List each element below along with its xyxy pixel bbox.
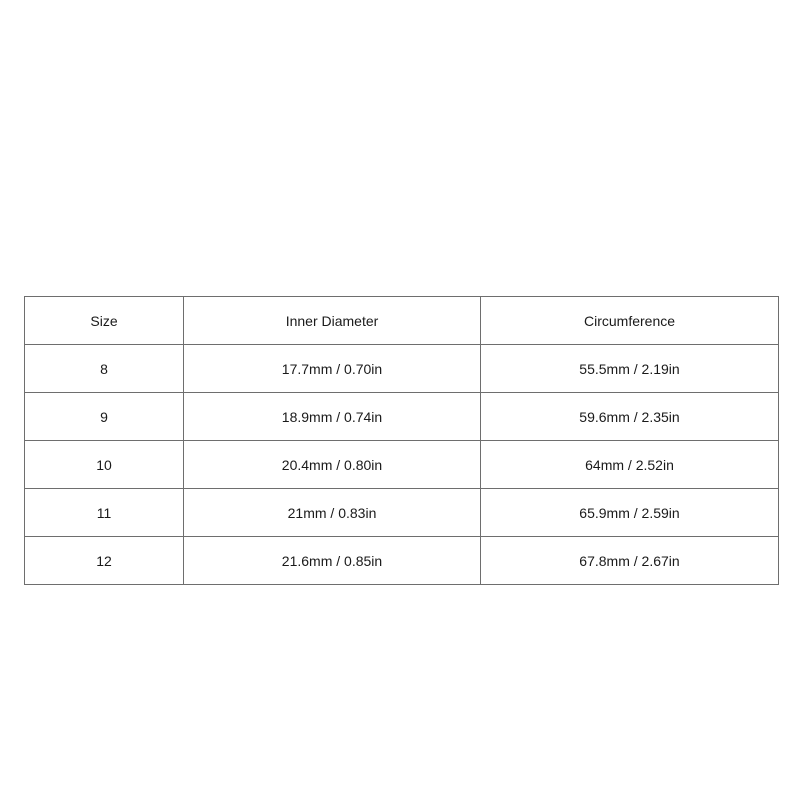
cell-size: 10 bbox=[25, 441, 184, 489]
cell-size: 8 bbox=[25, 345, 184, 393]
cell-inner-diameter: 21.6mm / 0.85in bbox=[184, 537, 481, 585]
header-circumference: Circumference bbox=[481, 297, 779, 345]
table-row bbox=[25, 537, 779, 585]
header-size: Size bbox=[25, 297, 184, 345]
cell-size: 11 bbox=[25, 489, 184, 537]
cell-inner-diameter: 20.4mm / 0.80in bbox=[184, 441, 481, 489]
cell-size: 9 bbox=[25, 393, 184, 441]
cell-inner-diameter: 17.7mm / 0.70in bbox=[184, 345, 481, 393]
cell-circumference: 65.9mm / 2.59in bbox=[481, 489, 779, 537]
cell-circumference: 55.5mm / 2.19in bbox=[481, 345, 779, 393]
table-row bbox=[25, 489, 779, 537]
table-row bbox=[25, 393, 779, 441]
cell-inner-diameter: 21mm / 0.83in bbox=[184, 489, 481, 537]
cell-size: 12 bbox=[25, 537, 184, 585]
cell-circumference: 59.6mm / 2.35in bbox=[481, 393, 779, 441]
ring-size-table bbox=[24, 296, 779, 585]
table-header-row bbox=[25, 297, 779, 345]
header-inner-diameter: Inner Diameter bbox=[184, 297, 481, 345]
cell-inner-diameter: 18.9mm / 0.74in bbox=[184, 393, 481, 441]
cell-circumference: 67.8mm / 2.67in bbox=[481, 537, 779, 585]
cell-circumference: 64mm / 2.52in bbox=[481, 441, 779, 489]
table-row bbox=[25, 345, 779, 393]
table-row bbox=[25, 441, 779, 489]
